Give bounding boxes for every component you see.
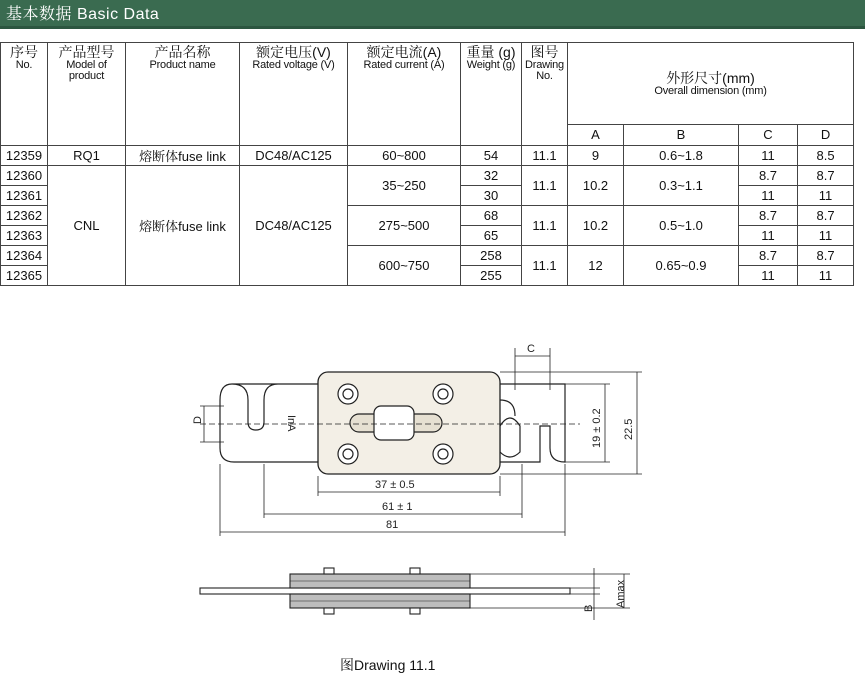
cell-c: 8.7 — [739, 166, 798, 186]
cell-current: 35~250 — [348, 166, 461, 206]
cell-c: 11 — [739, 266, 798, 286]
cell-c: 11 — [739, 226, 798, 246]
cell-c: 8.7 — [739, 246, 798, 266]
cell-weight: 54 — [461, 146, 522, 166]
col-header-model: 产品型号 Model of product — [48, 43, 126, 146]
cell-a: 10.2 — [568, 206, 624, 246]
cell-drawing: 11.1 — [522, 146, 568, 166]
title-underline — [0, 26, 865, 29]
col-header-weight: 重量 (g) Weight (g) — [461, 43, 522, 146]
fuse-element — [374, 406, 414, 440]
col-header-voltage: 额定电压(V) Rated voltage (V) — [240, 43, 348, 146]
cell-drawing: 11.1 — [522, 246, 568, 286]
col-header-b: B — [624, 124, 739, 145]
col-header-a: A — [568, 124, 624, 145]
cell-d: 8.7 — [798, 246, 854, 266]
dim-19-label: 19 ± 0.2 — [591, 408, 603, 448]
section-title: 基本数据 Basic Data — [6, 6, 160, 23]
cell-no: 12361 — [1, 186, 48, 206]
cell-current: 60~800 — [348, 146, 461, 166]
col-header-drawing: 图号 Drawing No. — [522, 43, 568, 146]
col-header-d: D — [798, 124, 854, 145]
drawing-caption: 图Drawing 11.1 — [340, 657, 436, 673]
left-terminal — [220, 384, 318, 462]
col-header-no: 序号 No. — [1, 43, 48, 146]
dim-b-label: B — [583, 604, 595, 612]
cell-weight: 68 — [461, 206, 522, 226]
cell-b: 0.5~1.0 — [624, 206, 739, 246]
fuse-top-view — [200, 372, 580, 474]
cell-no: 12363 — [1, 226, 48, 246]
cell-weight: 255 — [461, 266, 522, 286]
cell-drawing: 11.1 — [522, 206, 568, 246]
cell-no: 12362 — [1, 206, 48, 226]
dim-d-label: D — [192, 416, 204, 424]
cell-model: CNL — [48, 166, 126, 286]
section-title-bar — [0, 0, 865, 29]
col-header-dimension: 外形尺寸(mm) Overall dimension (mm) — [568, 43, 854, 125]
cell-d: 11 — [798, 226, 854, 246]
cell-a: 10.2 — [568, 166, 624, 206]
cell-no: 12364 — [1, 246, 48, 266]
table-row — [1, 166, 854, 186]
cell-b: 0.6~1.8 — [624, 146, 739, 166]
dim-225-label: 22.5 — [623, 418, 635, 440]
cell-current: 275~500 — [348, 206, 461, 246]
cell-no: 12365 — [1, 266, 48, 286]
dim-61-label: 61 ± 1 — [382, 501, 413, 513]
side-terminal-plate — [200, 588, 570, 594]
table-row — [1, 146, 854, 166]
col-header-current: 额定电流(A) Rated current (A) — [348, 43, 461, 146]
col-header-name: 产品名称 Product name — [126, 43, 240, 146]
cell-drawing: 11.1 — [522, 166, 568, 206]
cell-weight: 32 — [461, 166, 522, 186]
cell-name: 熔断体fuse link — [126, 166, 240, 286]
fuse-side-view — [200, 568, 570, 614]
dim-37-label: 37 ± 0.5 — [375, 479, 415, 491]
cell-current: 600~750 — [348, 246, 461, 286]
cell-model: RQ1 — [48, 146, 126, 166]
cell-no: 12360 — [1, 166, 48, 186]
cell-weight: 30 — [461, 186, 522, 206]
dim-amax-label: Amax — [615, 579, 627, 608]
dim-81-label: 81 — [386, 519, 399, 531]
cell-weight: 65 — [461, 226, 522, 246]
cell-a: 9 — [568, 146, 624, 166]
cell-d: 8.7 — [798, 166, 854, 186]
fuse-drawing — [160, 330, 680, 650]
cell-weight: 258 — [461, 246, 522, 266]
cell-no: 12359 — [1, 146, 48, 166]
cell-a: 12 — [568, 246, 624, 286]
cell-b: 0.3~1.1 — [624, 166, 739, 206]
cell-c: 11 — [739, 186, 798, 206]
cell-c: 11 — [739, 146, 798, 166]
cell-c: 8.7 — [739, 206, 798, 226]
cell-d: 8.7 — [798, 206, 854, 226]
cell-d: 8.5 — [798, 146, 854, 166]
cell-b: 0.65~0.9 — [624, 246, 739, 286]
right-terminal — [500, 384, 565, 462]
dim-c-label: C — [527, 343, 535, 355]
col-header-c: C — [739, 124, 798, 145]
header-row — [1, 43, 854, 125]
cell-name: 熔断体fuse link — [126, 146, 240, 166]
basic-data-table — [0, 42, 854, 286]
cell-d: 11 — [798, 266, 854, 286]
cell-voltage: DC48/AC125 — [240, 166, 348, 286]
rating-label: InA — [285, 415, 297, 432]
cell-d: 11 — [798, 186, 854, 206]
cell-voltage: DC48/AC125 — [240, 146, 348, 166]
